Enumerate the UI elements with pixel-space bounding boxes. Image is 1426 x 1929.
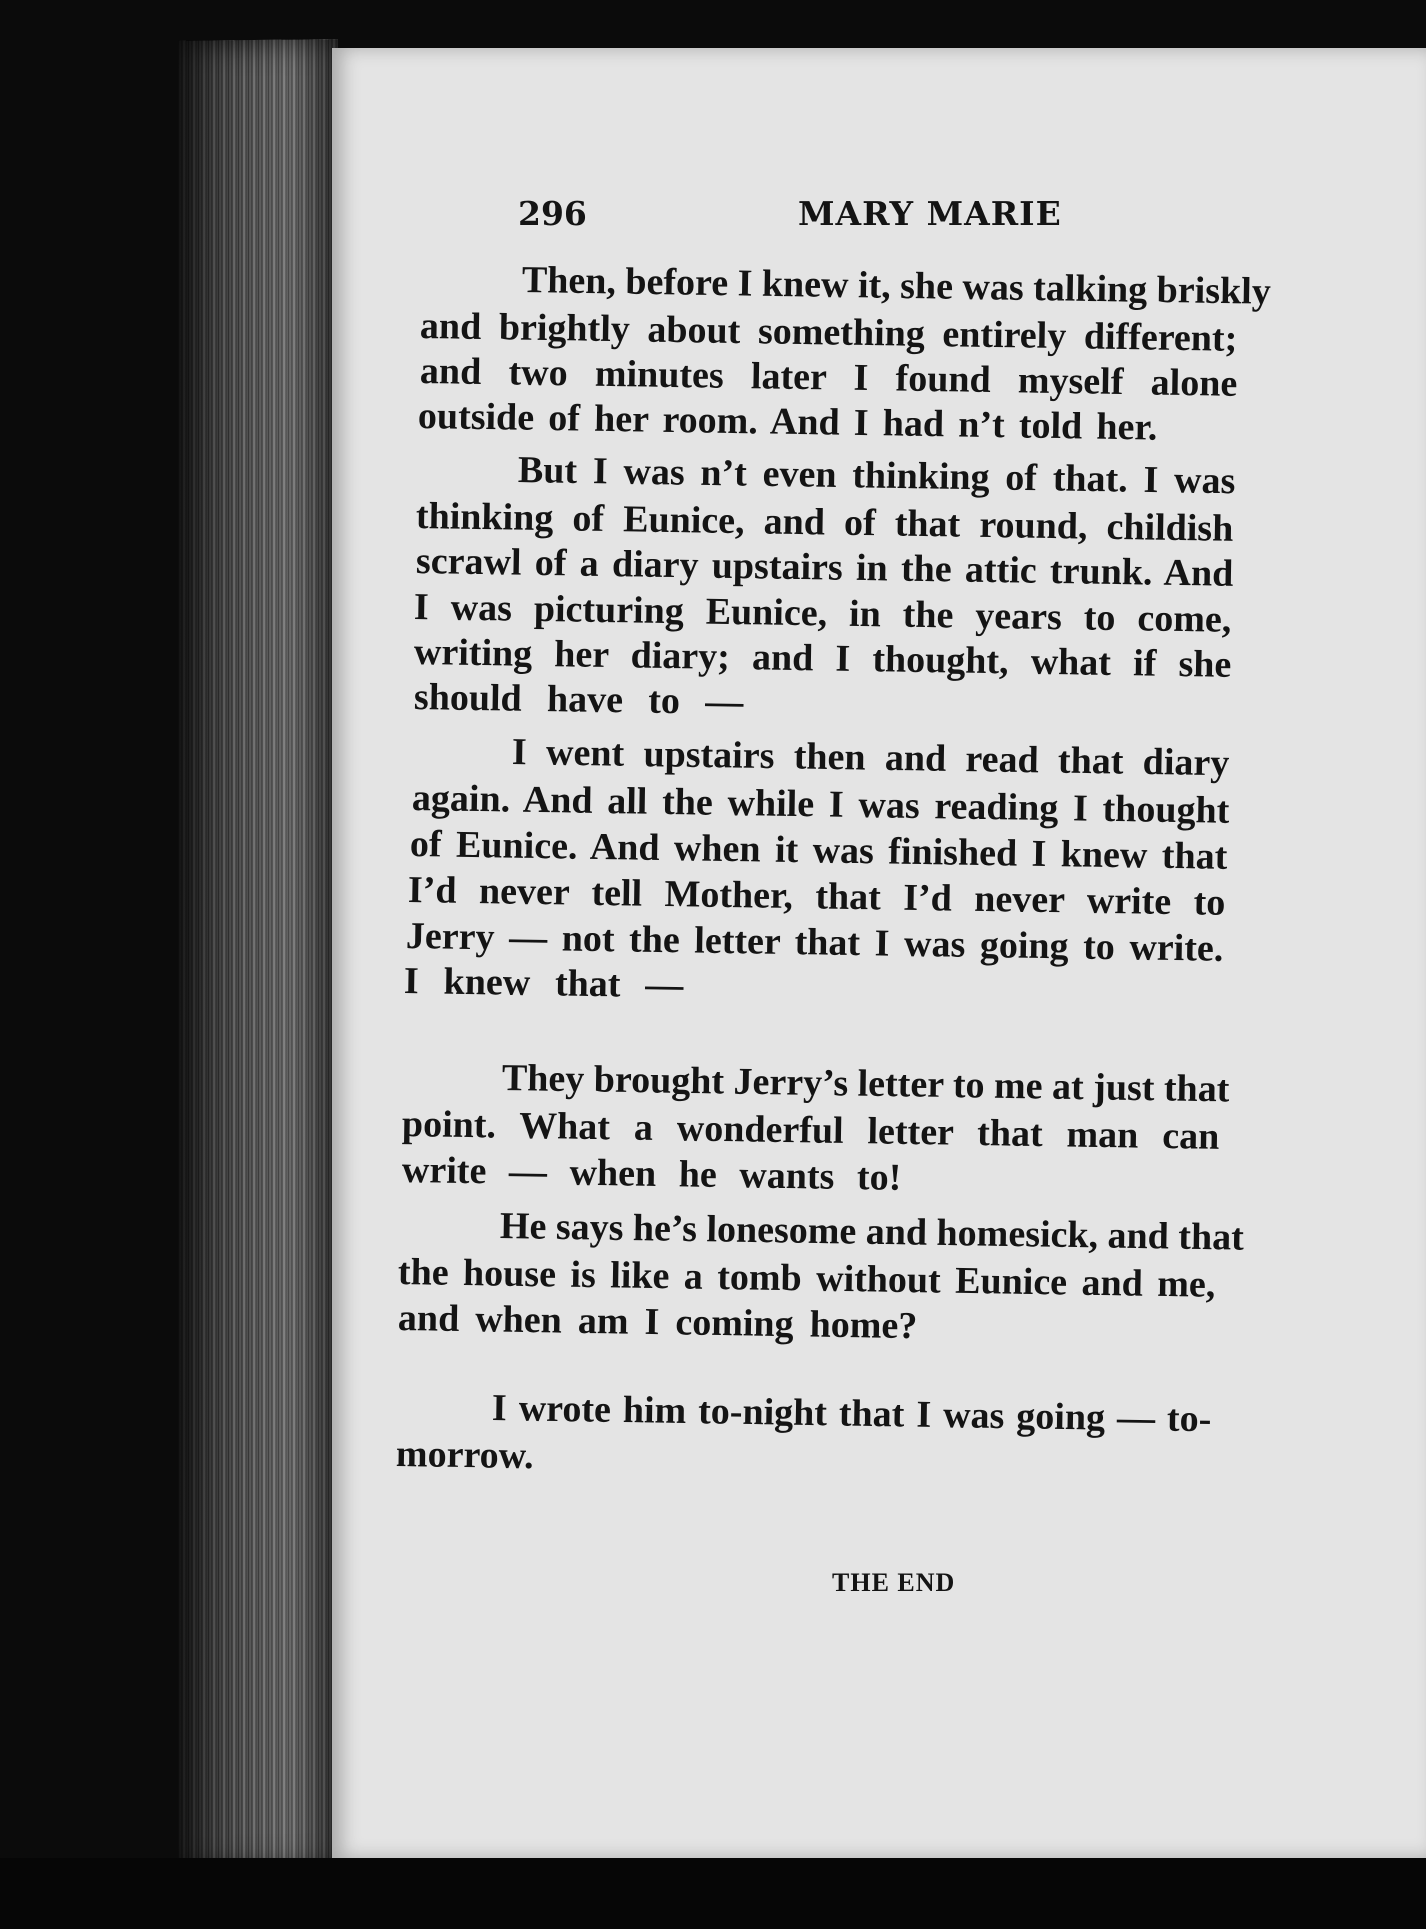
running-head: MARY MARIE — [798, 194, 1062, 233]
text-line: point. What a wonderful letter that man can — [401, 1103, 1220, 1158]
text-line: morrow. — [395, 1433, 534, 1478]
text-line: the house is like a tomb without Eunice and me, — [397, 1251, 1216, 1306]
text-line: I went upstairs then and read that diary — [511, 731, 1230, 785]
text-line: Then, before I knew it, she was talking briskly — [521, 259, 1272, 313]
text-line: I was picturing Eunice, in the years to come, — [413, 586, 1232, 641]
text-line: again. And all the while I was reading I thought — [411, 777, 1230, 832]
printed-page — [332, 48, 1426, 1858]
text-line: I knew that — — [403, 960, 684, 1007]
text-line: should have to — — [413, 676, 744, 724]
text-line: But I was n’t even thinking of that. I was — [517, 449, 1236, 503]
text-line: outside of her room. And I had n’t told her. — [417, 395, 1158, 449]
text-line: write — when he wants to! — [401, 1149, 902, 1199]
page-edges-shading — [178, 40, 338, 1870]
bottom-shadow — [0, 1858, 1426, 1929]
text-line: and when am I coming home? — [397, 1297, 918, 1348]
text-line: I’d never tell Mother, that I’d never write to — [407, 869, 1226, 924]
the-end-label: THE END — [832, 1568, 956, 1597]
text-line: and two minutes later I found myself alone — [419, 350, 1238, 405]
text-line: Jerry — not the letter that I was going to write. — [405, 915, 1224, 970]
text-line: They brought Jerry’s letter to me at just that — [501, 1057, 1230, 1111]
text-line: writing her diary; and I thought, what if she — [413, 631, 1232, 686]
text-line: of Eunice. And when it was finished I knew that — [409, 823, 1228, 878]
text-line: I wrote him to-night that I was going — to- — [491, 1387, 1212, 1441]
text-line: and brightly about something entirely different; — [419, 305, 1238, 360]
text-line: He says he’s lonesome and homesick, and that — [499, 1205, 1245, 1259]
text-line: thinking of Eunice, and of that round, childish — [415, 495, 1234, 550]
text-line: scrawl of a diary upstairs in the attic trunk. And — [415, 540, 1234, 595]
page-number: 296 — [518, 194, 587, 233]
